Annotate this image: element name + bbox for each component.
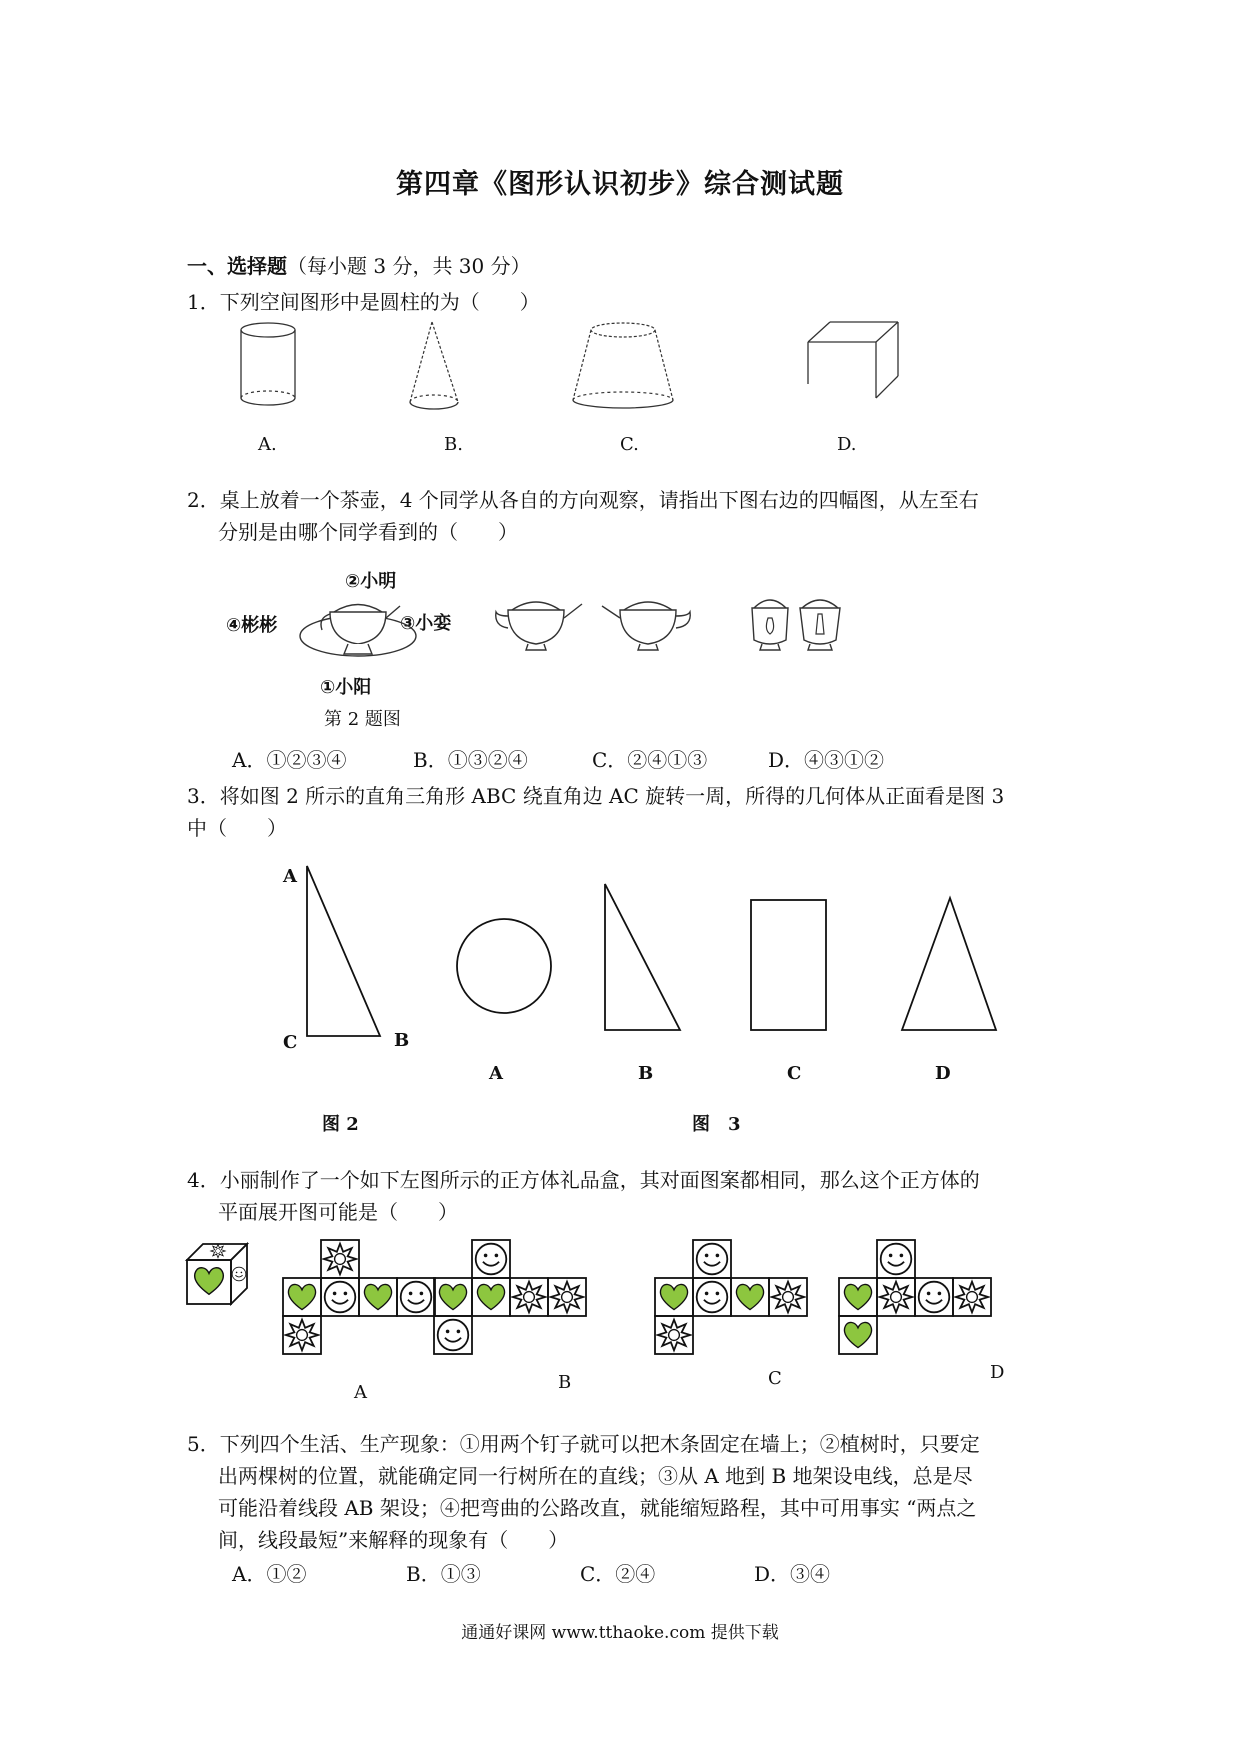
q2-option-c: C．②④①③ bbox=[592, 748, 708, 772]
fig3-option-c-rectangle bbox=[751, 900, 826, 1030]
q2-teapots bbox=[300, 592, 860, 682]
q2-option-a: A．①②③④ bbox=[232, 748, 347, 772]
q1-label-c: C. bbox=[620, 434, 639, 455]
q1-label-b: B. bbox=[444, 434, 463, 455]
fig3-option-a-circle bbox=[457, 919, 551, 1013]
q3-option-label-b: B bbox=[638, 1063, 654, 1084]
teapot-view-2 bbox=[602, 602, 690, 650]
q2-option-b: B．①③②④ bbox=[413, 748, 528, 772]
teapot-view-1 bbox=[496, 602, 582, 650]
teapot-view-3 bbox=[752, 600, 788, 650]
question-2-line2: 分别是由哪个同学看到的（ ） bbox=[218, 520, 518, 544]
q3-option-label-a: A bbox=[489, 1063, 503, 1084]
section-heading bbox=[187, 250, 531, 282]
vertex-a: A bbox=[283, 866, 297, 887]
fig3-caption: 图 3 bbox=[692, 1114, 741, 1135]
question-3-line2: 中（ ） bbox=[187, 816, 287, 840]
cone-shape bbox=[410, 322, 458, 409]
teapot-name-binbin: ④彬彬 bbox=[226, 615, 278, 636]
teapot-with-saucer bbox=[300, 605, 416, 657]
q4-label-b: B bbox=[558, 1372, 572, 1393]
section-title: 一、选择题 bbox=[187, 254, 287, 278]
fig2-caption: 图 2 bbox=[322, 1114, 359, 1135]
q4-label-d: D bbox=[990, 1362, 1005, 1383]
q2-caption: 第 2 题图 bbox=[324, 709, 401, 730]
vertex-b: B bbox=[394, 1030, 410, 1051]
fig2-right-triangle bbox=[307, 866, 380, 1036]
page-footer: 通通好课网 www.tthaoke.com 提供下载 bbox=[461, 1623, 779, 1643]
question-5-line2: 出两棵树的位置，就能确定同一行树所在的直线；③从 A 地到 B 地架设电线，总是尽 bbox=[218, 1464, 973, 1488]
teapot-name-xiaoming: ②小明 bbox=[345, 571, 397, 592]
q5-option-b: B．①③ bbox=[406, 1562, 481, 1586]
q5-option-d: D．③④ bbox=[754, 1562, 831, 1586]
gift-cube bbox=[187, 1244, 247, 1304]
cylinder-shape bbox=[241, 323, 295, 405]
teapot-name-xiaoyang: ①小阳 bbox=[320, 677, 372, 698]
question-2-line1: 2．桌上放着一个茶壶，4 个同学从各自的方向观察，请指出下图右边的四幅图，从左至右 bbox=[187, 488, 979, 512]
frustum-shape bbox=[573, 323, 673, 408]
q4-label-a: A bbox=[354, 1382, 367, 1403]
question-3-line1: 3．将如图 2 所示的直角三角形 ABC 绕直角边 AC 旋转一周，所得的几何体从正面看是图 3 bbox=[187, 784, 1005, 808]
q5-option-a: A．①② bbox=[232, 1562, 307, 1586]
teapot-name-xiaoluan: ③小娈 bbox=[400, 613, 452, 634]
open-box-shape bbox=[808, 322, 898, 398]
q1-label-a: A. bbox=[258, 434, 277, 455]
q4-label-c: C bbox=[768, 1368, 782, 1389]
vertex-c: C bbox=[283, 1032, 298, 1053]
q3-option-label-c: C bbox=[787, 1063, 802, 1084]
q1-shapes bbox=[230, 320, 930, 420]
page-title: 第四章《图形认识初步》综合测试题 bbox=[396, 169, 844, 200]
q4-cube-nets bbox=[185, 1240, 1085, 1380]
fig3-option-b-triangle bbox=[605, 884, 680, 1030]
q1-label-d: D. bbox=[837, 434, 857, 455]
question-1-text: 1．下列空间图形中是圆柱的为（ ） bbox=[187, 290, 540, 314]
question-4-line2: 平面展开图可能是（ ） bbox=[218, 1200, 458, 1224]
question-5-line4: 间，线段最短”来解释的现象有（ ） bbox=[218, 1528, 569, 1552]
q2-option-d: D．④③①② bbox=[768, 748, 885, 772]
fig3-option-d-triangle bbox=[902, 898, 996, 1030]
q3-option-label-d: D bbox=[935, 1063, 951, 1084]
question-5-line3: 可能沿着线段 AB 架设；④把弯曲的公路改直，就能缩短路程，其中可用事实 “两点之 bbox=[218, 1496, 977, 1520]
question-5-line1: 5．下列四个生活、生产现象：①用两个钉子就可以把木条固定在墙上；②植树时，只要定 bbox=[187, 1432, 980, 1456]
section-note: （每小题 3 分，共 30 分） bbox=[287, 254, 531, 278]
q5-option-c: C．②④ bbox=[580, 1562, 656, 1586]
teapot-view-4 bbox=[800, 600, 840, 650]
question-4-line1: 4．小丽制作了一个如下左图所示的正方体礼品盒，其对面图案都相同，那么这个正方体的 bbox=[187, 1168, 980, 1192]
